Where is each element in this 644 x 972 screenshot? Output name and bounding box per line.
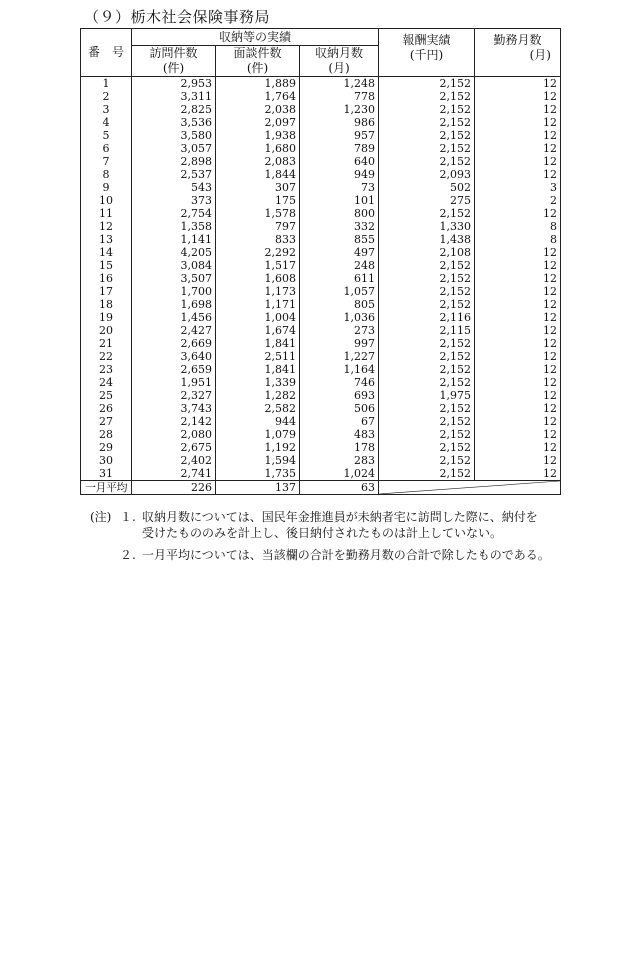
meetings-cell: 1,339	[216, 376, 300, 389]
visits-cell: 2,754	[132, 207, 216, 220]
work-months-cell: 12	[475, 402, 561, 415]
meetings-cell: 1,938	[216, 129, 300, 142]
table-row	[81, 324, 561, 337]
notes	[90, 509, 550, 563]
meetings-cell: 1,173	[216, 285, 300, 298]
table-row	[81, 142, 561, 155]
visits-cell: 2,659	[132, 363, 216, 376]
pay-cell: 502	[379, 181, 475, 194]
table-header	[81, 29, 561, 77]
row-number: 10	[81, 194, 132, 207]
table-row	[81, 220, 561, 233]
pay-cell: 2,152	[379, 402, 475, 415]
pay-cell: 2,152	[379, 259, 475, 272]
months-cell: 248	[300, 259, 379, 272]
row-number: 20	[81, 324, 132, 337]
visits-cell: 373	[132, 194, 216, 207]
table-row	[81, 389, 561, 402]
work-months-cell: 12	[475, 350, 561, 363]
pay-cell: 2,152	[379, 77, 475, 91]
table-row	[81, 155, 561, 168]
work-months-cell: 2	[475, 194, 561, 207]
table-row	[81, 441, 561, 454]
months-cell: 506	[300, 402, 379, 415]
page-title: （９）栃木社会保険事務局	[84, 8, 271, 26]
work-months-cell: 12	[475, 168, 561, 181]
pay-cell: 2,115	[379, 324, 475, 337]
pay-cell: 2,152	[379, 467, 475, 481]
meetings-cell: 1,764	[216, 90, 300, 103]
row-number: 23	[81, 363, 132, 376]
average-row	[81, 481, 561, 495]
note-1-continued: 受けたもののみを計上し、後日納付されたものは計上していない。	[142, 526, 503, 540]
pay-cell: 1,330	[379, 220, 475, 233]
pay-cell: 2,152	[379, 90, 475, 103]
table-row	[81, 168, 561, 181]
meetings-cell: 1,594	[216, 454, 300, 467]
months-cell: 73	[300, 181, 379, 194]
table-row	[81, 77, 561, 91]
work-months-cell: 12	[475, 467, 561, 481]
header-visits	[132, 46, 216, 77]
table-row	[81, 246, 561, 259]
header-work-unit: (月)	[529, 48, 551, 62]
visits-cell: 2,142	[132, 415, 216, 428]
work-months-cell: 12	[475, 142, 561, 155]
months-cell: 1,036	[300, 311, 379, 324]
table-row	[81, 402, 561, 415]
row-number: 28	[81, 428, 132, 441]
meetings-cell: 1,841	[216, 363, 300, 376]
pay-cell: 2,152	[379, 428, 475, 441]
pay-cell: 275	[379, 194, 475, 207]
months-cell: 178	[300, 441, 379, 454]
average-visits: 226	[132, 481, 216, 495]
visits-cell: 3,311	[132, 90, 216, 103]
header-months	[300, 46, 379, 77]
work-months-cell: 12	[475, 246, 561, 259]
meetings-cell: 1,674	[216, 324, 300, 337]
pay-cell: 2,152	[379, 272, 475, 285]
pay-cell: 2,108	[379, 246, 475, 259]
table-row	[81, 311, 561, 324]
meetings-cell: 2,097	[216, 116, 300, 129]
row-number: 7	[81, 155, 132, 168]
pay-cell: 2,152	[379, 337, 475, 350]
visits-cell: 3,057	[132, 142, 216, 155]
visits-cell: 3,536	[132, 116, 216, 129]
work-months-cell: 12	[475, 428, 561, 441]
table-row	[81, 207, 561, 220]
months-cell: 497	[300, 246, 379, 259]
months-cell: 949	[300, 168, 379, 181]
row-number: 22	[81, 350, 132, 363]
note-2-text: 一月平均については、当該欄の合計を勤務月数の合計で除したものである。	[142, 548, 550, 562]
pay-cell: 1,975	[379, 389, 475, 402]
row-number: 12	[81, 220, 132, 233]
pay-cell: 2,152	[379, 298, 475, 311]
pay-cell: 2,152	[379, 207, 475, 220]
row-number: 11	[81, 207, 132, 220]
note-2-number: ２.	[120, 548, 136, 562]
meetings-cell: 1,841	[216, 337, 300, 350]
meetings-cell: 1,192	[216, 441, 300, 454]
pay-cell: 2,152	[379, 363, 475, 376]
pay-cell: 1,438	[379, 233, 475, 246]
work-months-cell: 12	[475, 129, 561, 142]
months-cell: 332	[300, 220, 379, 233]
note-1-number: １.	[120, 510, 136, 524]
pay-cell: 2,152	[379, 285, 475, 298]
visits-cell: 3,507	[132, 272, 216, 285]
diagonal-slash-icon	[379, 481, 560, 494]
meetings-cell: 307	[216, 181, 300, 194]
average-label: 一月平均	[81, 481, 132, 495]
work-months-cell: 8	[475, 233, 561, 246]
work-months-cell: 12	[475, 337, 561, 350]
months-cell: 693	[300, 389, 379, 402]
pay-cell: 2,152	[379, 155, 475, 168]
months-cell: 1,248	[300, 77, 379, 91]
meetings-cell: 1,608	[216, 272, 300, 285]
months-cell: 789	[300, 142, 379, 155]
row-number: 1	[81, 77, 132, 91]
row-number: 18	[81, 298, 132, 311]
work-months-cell: 12	[475, 272, 561, 285]
row-number: 14	[81, 246, 132, 259]
months-cell: 1,230	[300, 103, 379, 116]
row-number: 31	[81, 467, 132, 481]
row-number: 6	[81, 142, 132, 155]
meetings-cell: 2,038	[216, 103, 300, 116]
meetings-cell: 2,582	[216, 402, 300, 415]
visits-cell: 2,825	[132, 103, 216, 116]
visits-cell: 1,141	[132, 233, 216, 246]
row-number: 29	[81, 441, 132, 454]
meetings-cell: 2,292	[216, 246, 300, 259]
months-cell: 1,024	[300, 467, 379, 481]
visits-cell: 2,741	[132, 467, 216, 481]
table-row	[81, 428, 561, 441]
row-number: 17	[81, 285, 132, 298]
pay-cell: 2,116	[379, 311, 475, 324]
header-months-label: 収納月数	[314, 46, 363, 60]
visits-cell: 2,080	[132, 428, 216, 441]
pay-cell: 2,152	[379, 350, 475, 363]
meetings-cell: 797	[216, 220, 300, 233]
visits-cell: 2,669	[132, 337, 216, 350]
row-number: 8	[81, 168, 132, 181]
visits-cell: 1,951	[132, 376, 216, 389]
average-blank-cell	[379, 481, 561, 495]
header-months-unit: (月)	[328, 61, 350, 75]
months-cell: 957	[300, 129, 379, 142]
visits-cell: 2,898	[132, 155, 216, 168]
visits-cell: 1,698	[132, 298, 216, 311]
table-row	[81, 103, 561, 116]
work-months-cell: 12	[475, 116, 561, 129]
table-row	[81, 233, 561, 246]
work-months-cell: 12	[475, 415, 561, 428]
table-row	[81, 467, 561, 481]
visits-cell: 3,580	[132, 129, 216, 142]
months-cell: 800	[300, 207, 379, 220]
header-pay	[379, 29, 475, 77]
note-1-text: 収納月数については、国民年金推進員が未納者宅に訪問した際に、納付を	[142, 510, 538, 524]
pay-cell: 2,093	[379, 168, 475, 181]
months-cell: 855	[300, 233, 379, 246]
months-cell: 746	[300, 376, 379, 389]
row-number: 13	[81, 233, 132, 246]
table-row	[81, 90, 561, 103]
work-months-cell: 12	[475, 155, 561, 168]
work-months-cell: 12	[475, 389, 561, 402]
row-number: 27	[81, 415, 132, 428]
table-row	[81, 350, 561, 363]
work-months-cell: 12	[475, 363, 561, 376]
pay-cell: 2,152	[379, 454, 475, 467]
pay-cell: 2,152	[379, 142, 475, 155]
meetings-cell: 1,004	[216, 311, 300, 324]
meetings-cell: 1,171	[216, 298, 300, 311]
pay-cell: 2,152	[379, 116, 475, 129]
header-work	[475, 29, 561, 77]
months-cell: 101	[300, 194, 379, 207]
table-row	[81, 194, 561, 207]
meetings-cell: 2,083	[216, 155, 300, 168]
work-months-cell: 12	[475, 259, 561, 272]
meetings-cell: 175	[216, 194, 300, 207]
header-pay-unit: (千円)	[409, 48, 444, 62]
work-months-cell: 12	[475, 207, 561, 220]
row-number: 15	[81, 259, 132, 272]
meetings-cell: 1,517	[216, 259, 300, 272]
table-row	[81, 259, 561, 272]
average-months: 63	[300, 481, 379, 495]
note-prefix: (注)	[90, 510, 112, 524]
visits-cell: 1,456	[132, 311, 216, 324]
header-meetings-label: 面談件数	[233, 46, 282, 60]
row-number: 25	[81, 389, 132, 402]
meetings-cell: 1,735	[216, 467, 300, 481]
months-cell: 986	[300, 116, 379, 129]
table-row	[81, 376, 561, 389]
note-1	[90, 509, 550, 525]
row-number: 4	[81, 116, 132, 129]
months-cell: 1,227	[300, 350, 379, 363]
months-cell: 273	[300, 324, 379, 337]
header-work-label: 勤務月数	[493, 33, 542, 47]
months-cell: 1,164	[300, 363, 379, 376]
work-months-cell: 12	[475, 324, 561, 337]
row-number: 21	[81, 337, 132, 350]
months-cell: 997	[300, 337, 379, 350]
average-meetings: 137	[216, 481, 300, 495]
note-2	[90, 547, 550, 563]
table-row	[81, 285, 561, 298]
pay-cell: 2,152	[379, 441, 475, 454]
work-months-cell: 12	[475, 298, 561, 311]
months-cell: 483	[300, 428, 379, 441]
visits-cell: 3,743	[132, 402, 216, 415]
work-months-cell: 12	[475, 441, 561, 454]
meetings-cell: 1,680	[216, 142, 300, 155]
meetings-cell: 1,844	[216, 168, 300, 181]
row-number: 16	[81, 272, 132, 285]
table-row	[81, 363, 561, 376]
work-months-cell: 12	[475, 311, 561, 324]
meetings-cell: 1,079	[216, 428, 300, 441]
pay-cell: 2,152	[379, 376, 475, 389]
months-cell: 640	[300, 155, 379, 168]
months-cell: 778	[300, 90, 379, 103]
table-row	[81, 181, 561, 194]
work-months-cell: 3	[475, 181, 561, 194]
pay-cell: 2,152	[379, 415, 475, 428]
meetings-cell: 944	[216, 415, 300, 428]
table-body	[81, 77, 561, 481]
results-table	[80, 28, 561, 495]
header-visits-label: 訪問件数	[149, 46, 198, 60]
visits-cell: 1,700	[132, 285, 216, 298]
visits-cell: 2,675	[132, 441, 216, 454]
months-cell: 805	[300, 298, 379, 311]
pay-cell: 2,152	[379, 129, 475, 142]
row-number: 24	[81, 376, 132, 389]
row-number: 26	[81, 402, 132, 415]
header-meetings-unit: (件)	[246, 61, 269, 75]
row-number: 5	[81, 129, 132, 142]
table-row	[81, 129, 561, 142]
header-pay-label: 報酬実績	[402, 33, 451, 47]
row-number: 30	[81, 454, 132, 467]
meetings-cell: 1,282	[216, 389, 300, 402]
months-cell: 283	[300, 454, 379, 467]
visits-cell: 4,205	[132, 246, 216, 259]
pay-cell: 2,152	[379, 103, 475, 116]
row-number: 19	[81, 311, 132, 324]
work-months-cell: 8	[475, 220, 561, 233]
row-number: 9	[81, 181, 132, 194]
visits-cell: 3,084	[132, 259, 216, 272]
work-months-cell: 12	[475, 376, 561, 389]
visits-cell: 2,402	[132, 454, 216, 467]
work-months-cell: 12	[475, 90, 561, 103]
months-cell: 67	[300, 415, 379, 428]
visits-cell: 2,953	[132, 77, 216, 91]
visits-cell: 2,327	[132, 389, 216, 402]
visits-cell: 2,427	[132, 324, 216, 337]
visits-cell: 543	[132, 181, 216, 194]
header-meetings	[216, 46, 300, 77]
meetings-cell: 1,889	[216, 77, 300, 91]
table-row	[81, 454, 561, 467]
months-cell: 611	[300, 272, 379, 285]
table-row	[81, 298, 561, 311]
visits-cell: 3,640	[132, 350, 216, 363]
months-cell: 1,057	[300, 285, 379, 298]
work-months-cell: 12	[475, 454, 561, 467]
meetings-cell: 2,511	[216, 350, 300, 363]
meetings-cell: 833	[216, 233, 300, 246]
work-months-cell: 12	[475, 285, 561, 298]
row-number: 3	[81, 103, 132, 116]
visits-cell: 2,537	[132, 168, 216, 181]
meetings-cell: 1,578	[216, 207, 300, 220]
row-number: 2	[81, 90, 132, 103]
visits-cell: 1,358	[132, 220, 216, 233]
table-row	[81, 415, 561, 428]
table-row	[81, 116, 561, 129]
table-row	[81, 337, 561, 350]
work-months-cell: 12	[475, 103, 561, 116]
table-row	[81, 272, 561, 285]
header-group: 収納等の実績	[132, 29, 379, 46]
work-months-cell: 12	[475, 77, 561, 91]
header-ban: 番 号	[81, 29, 132, 77]
header-visits-unit: (件)	[162, 61, 185, 75]
